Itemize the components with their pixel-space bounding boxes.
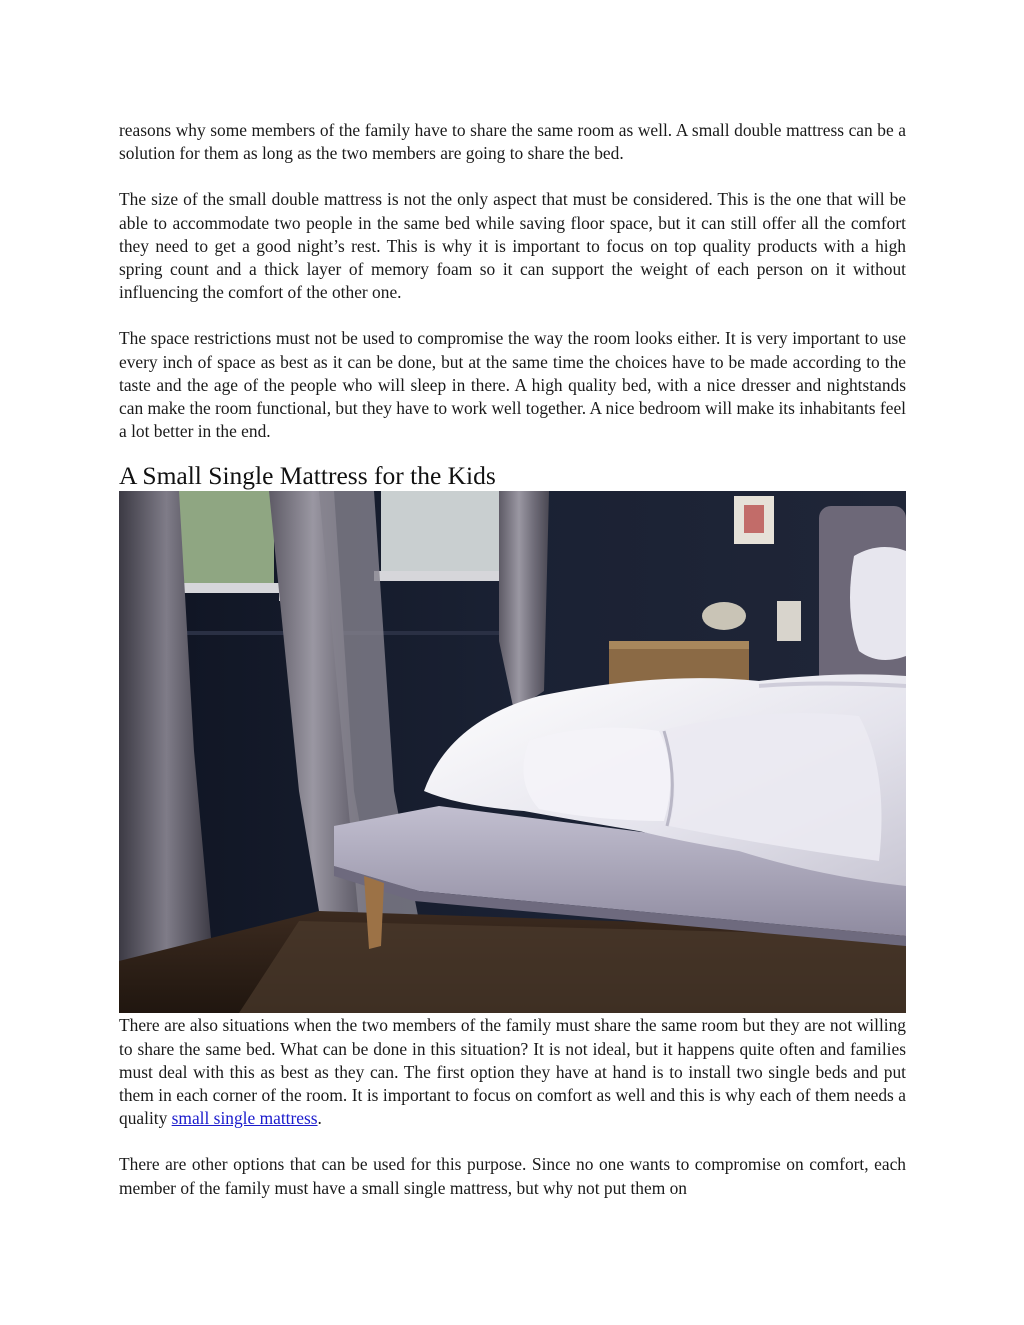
paragraph-4-text: There are also situations when the two members of the family must share the same room but they are not willing to share the same bed. What can be done in this situation? It is not ideal, but it happens quite often and families must deal with this as best as they can. The first option they have at hand is to install two single beds and put them in each corner of the room. It is important to focus on comfort as well and this is why each of them needs a quality — [119, 1015, 906, 1129]
paragraph-4 — [119, 1014, 906, 1130]
paragraph-5: There are other options that can be used for this purpose. Since no one wants to compromise on comfort, each member of the family must have a small single mattress, but why not put them on — [119, 1154, 906, 1198]
bedroom-photo — [119, 491, 906, 1013]
paragraph-4-end: . — [317, 1108, 322, 1129]
paragraph-1: reasons why some members of the family have to share the same room as well. A small double mattress can be a solution for them as long as the two members are going to share the bed. — [119, 120, 906, 164]
paragraph-2: The size of the small double mattress is not the only aspect that must be considered. This is the one that will be able to accommodate two people in the same bed while saving floor space, but it can still offer all the comfort they need to get a good night’s rest. This is why it is important to focus on top quality products with a high spring count and a thick layer of memory foam so it can support the weight of each person on it without influencing the comfort of the other one. — [119, 189, 906, 303]
paragraph-3: The space restrictions must not be used to compromise the way the room looks either. It is very important to use every inch of space as best as it can be done, but at the same time the choices have to be made according to the taste and the age of the people who will sleep in there. A high quality bed, with a nice dresser and nightstands can make the room functional, but they have to work well together. A nice bedroom will make its inhabitants feel a lot better in the end. — [119, 328, 906, 442]
section-heading: A Small Single Mattress for the Kids — [119, 461, 496, 491]
small-single-mattress-link[interactable]: small single mattress — [171, 1108, 318, 1129]
document-page — [119, 119, 906, 1200]
